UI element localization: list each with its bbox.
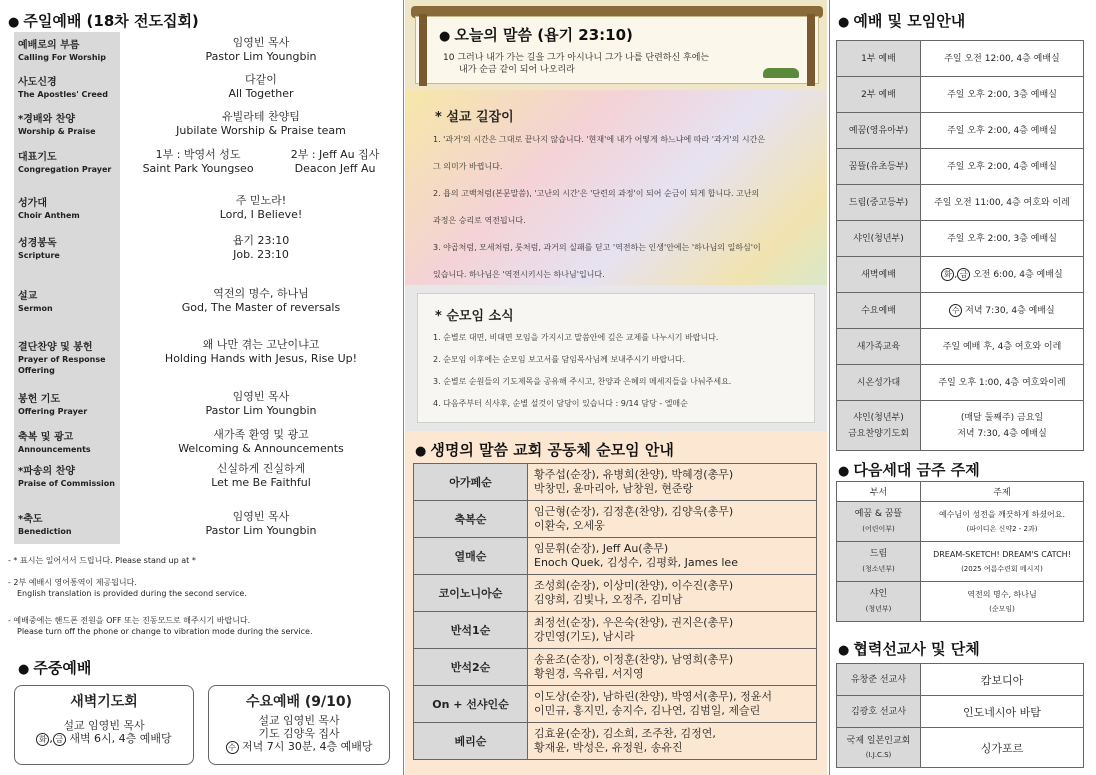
group-members xyxy=(528,501,817,538)
group-leaders: 최정선(순장), 우은숙(찬양), 권지은(총무) xyxy=(534,616,734,629)
sermon-guide-line: 그 의미가 바뀝니다. xyxy=(433,162,503,171)
dawn-preacher: 설교 임영빈 목사 xyxy=(63,719,145,732)
group-row xyxy=(414,612,817,649)
cell-news-line: 1. 순별로 대면, 비대면 모임을 가지시고 말씀안에 깊은 교제를 나누시기 바랍니다. xyxy=(433,333,719,342)
group-name: 반석2순 xyxy=(414,649,528,686)
program-row xyxy=(14,462,398,494)
program-value-en: Pastor Lim Youngbin xyxy=(205,50,317,63)
worship-time: 주일 오전 12:00, 4층 예배실 xyxy=(921,41,1084,77)
program-value-en: Holding Hands with Jesus, Rise Up! xyxy=(164,352,358,365)
worship-row xyxy=(837,257,1084,293)
program-value xyxy=(124,287,398,315)
mission-row xyxy=(837,728,1084,768)
sermon-guide-panel xyxy=(405,90,827,285)
group-row xyxy=(414,723,817,760)
group-members xyxy=(528,649,817,686)
group-row xyxy=(414,464,817,501)
program-value xyxy=(124,110,398,138)
group-members xyxy=(528,723,817,760)
program-row xyxy=(14,510,398,542)
program-value-en: All Together xyxy=(228,87,294,100)
group-others: 황재윤, 박성은, 유정원, 송유진 xyxy=(534,741,683,754)
program-value xyxy=(124,194,398,222)
program-label-ko: 설교 xyxy=(18,291,38,302)
mission-country: 싱가포르 xyxy=(921,728,1084,768)
program-value xyxy=(124,428,398,456)
program-value xyxy=(124,234,398,262)
program-label xyxy=(14,428,120,455)
group-row xyxy=(414,501,817,538)
worship-name: 샤인(청년부) xyxy=(837,221,921,257)
theme-dept: 예꿈 & 꿈뜰 (어린이부) xyxy=(837,502,921,542)
program-value xyxy=(124,73,398,101)
program-label-en: Sermon xyxy=(18,304,53,313)
cell-news-line: 3. 순별로 순원들의 기도제목을 공유해 주시고, 찬양과 은혜의 메세지들을 나눠주세요. xyxy=(433,377,732,386)
program-label xyxy=(14,110,120,137)
group-others: 이민규, 홍지민, 송지수, 김나연, 김범일, 제슬린 xyxy=(534,704,761,717)
program-value xyxy=(124,338,398,366)
program-value-en: Pastor Lim Youngbin xyxy=(205,404,317,417)
theme-dept: 샤인 (청년부) xyxy=(837,582,921,622)
program-label xyxy=(14,36,120,63)
program-value xyxy=(124,36,398,64)
worship-row xyxy=(837,41,1084,77)
worship-row xyxy=(837,401,1084,451)
theme-topic: 역전의 명수, 하나님 (순모임) xyxy=(921,582,1084,622)
group-others: 이환숙, 오세웅 xyxy=(534,519,605,532)
weekday-title: ● 주중예배 xyxy=(18,659,92,677)
program-label-ko: *경배와 찬양 xyxy=(18,114,76,125)
group-members xyxy=(528,575,817,612)
worship-row xyxy=(837,113,1084,149)
cell-news-line: 2. 순모임 이후에는 순모임 보고서를 담임목사님께 보내주시기 바랍니다. xyxy=(433,355,686,364)
scroll-rod-left xyxy=(419,14,427,86)
group-leaders: 임문휘(순장), Jeff Au(총무) xyxy=(534,542,669,555)
mission-country: 인도네시아 바탐 xyxy=(921,696,1084,728)
group-name: 반석1순 xyxy=(414,612,528,649)
theme-title: ● 다음세대 금주 주제 xyxy=(838,461,980,479)
program-value-ko: 신실하게 진실하게 xyxy=(216,462,306,475)
group-table xyxy=(413,463,817,760)
wednesday-worship-box xyxy=(208,685,390,765)
program-value-en: Pastor Lim Youngbin xyxy=(205,524,317,537)
group-members xyxy=(528,464,817,501)
worship-time: 수 저녁 7:30, 4층 예배실 xyxy=(921,293,1084,329)
program-row xyxy=(14,234,398,266)
mission-country: 캄보디아 xyxy=(921,664,1084,696)
group-title: ● 생명의 말씀 교회 공동체 순모임 안내 xyxy=(415,441,674,459)
day-circle-icon: 수 xyxy=(949,304,962,317)
worship-name: 1부 예배 xyxy=(837,41,921,77)
dawn-title: 새벽기도회 xyxy=(70,694,138,710)
note-stand: - * 표시는 일어서서 드립니다. Please stand up at * xyxy=(8,556,196,565)
group-others: Enoch Quek, 김성수, 김평화, James lee xyxy=(534,556,738,569)
worship-name: 시온성가대 xyxy=(837,365,921,401)
word-text: 10 그러나 내가 가는 길을 그가 아시나니 그가 나를 단련하신 후에는 내가 순금 같이 되어 나오리라 xyxy=(443,53,710,75)
dawn-time: 화 , 금 새벽 6시, 4층 예배당 xyxy=(15,732,193,746)
sermon-guide-title: * 설교 길잡이 xyxy=(435,110,514,125)
group-members xyxy=(528,538,817,575)
program-value-en: Job. 23:10 xyxy=(233,248,289,261)
group-leaders: 이도상(순장), 남하린(찬양), 박영서(총무), 정윤서 xyxy=(534,690,772,703)
program-row xyxy=(14,428,398,460)
worship-time: (매달 둘째주) 금요일 저녁 7:30, 4층 예배실 xyxy=(921,401,1084,451)
program-label-ko: 대표기도 xyxy=(18,152,57,163)
program-label-en: The Apostles' Creed xyxy=(18,90,108,99)
program-value-en: Jubilate Worship & Praise team xyxy=(176,124,346,137)
program-label-ko: *축도 xyxy=(18,514,43,525)
group-leaders: 조성희(순장), 이상미(찬양), 이수진(총무) xyxy=(534,579,734,592)
worship-time: 주일 오후 2:00, 4층 예배실 xyxy=(921,149,1084,185)
program-label-en: Prayer of Response Offering xyxy=(18,355,106,375)
program-label-en: Choir Anthem xyxy=(18,211,80,220)
wed-time: 수 저녁 7시 30분, 4층 예배당 xyxy=(209,740,389,754)
worship-row xyxy=(837,293,1084,329)
fri-circle-icon: 금 xyxy=(53,733,66,746)
theme-topic: 예수님이 성전을 깨끗하게 하셨어요. (파이디온 신약2 - 2과) xyxy=(921,502,1084,542)
program-label xyxy=(14,287,120,314)
sermon-guide-line: 2. 욥의 고백처럼(본문말씀), '고난의 시간'은 '단련의 과정'이 되어 순금이 되게 합니다. 고난의 xyxy=(433,189,760,198)
cell-news-list xyxy=(433,327,813,415)
worship-row xyxy=(837,77,1084,113)
group-members xyxy=(528,612,817,649)
program-value-ko: 임영빈 목사 xyxy=(232,390,290,403)
mission-row xyxy=(837,664,1084,696)
program-label-ko: 사도신경 xyxy=(18,77,57,88)
theme-row xyxy=(837,542,1084,582)
worship-time: 화 , 금 오전 6:00, 4층 예배실 xyxy=(921,257,1084,293)
program-value-1: 1부 : 박영서 성도 Saint Park Youngseo xyxy=(142,148,254,175)
program-label-ko: 축복 및 광고 xyxy=(18,432,74,443)
worship-name: 꿈뜰(유초등부) xyxy=(837,149,921,185)
program-value-2: 2부 : Jeff Au 집사 Deacon Jeff Au xyxy=(290,148,380,175)
scroll-rod-right xyxy=(807,14,815,86)
program-value xyxy=(124,462,398,490)
program-label-ko: *파송의 찬양 xyxy=(18,466,76,477)
group-others: 박창민, 윤마리아, 남창원, 현준랑 xyxy=(534,482,694,495)
worship-name: 새가족교육 xyxy=(837,329,921,365)
program-value-en: Welcoming & Announcements xyxy=(178,442,344,455)
program-value xyxy=(124,510,398,538)
plant-icon xyxy=(763,68,799,78)
theme-header-topic: 주제 xyxy=(921,482,1084,502)
program-value xyxy=(124,390,398,418)
group-name: 열매순 xyxy=(414,538,528,575)
theme-topic: DREAM-SKETCH! DREAM'S CATCH! (2025 여름수련회 메시지) xyxy=(921,542,1084,582)
right-column xyxy=(832,0,1096,775)
group-name: 베리순 xyxy=(414,723,528,760)
group-row xyxy=(414,686,817,723)
worship-name: 수요예배 xyxy=(837,293,921,329)
group-others: 황원경, 옥유림, 서지영 xyxy=(534,667,644,680)
worship-row xyxy=(837,185,1084,221)
word-panel xyxy=(405,0,827,90)
sermon-guide-line: 3. 야곱처럼, 모세처럼, 룻처럼, 과거의 실패를 딛고 '역전하는 인생'안에는 '하나님의 일하심'이 xyxy=(433,243,761,252)
program-row xyxy=(14,287,398,319)
program-value-en: Lord, I Believe! xyxy=(219,208,303,221)
program-value-ko: 유빌라테 찬양팀 xyxy=(222,110,300,123)
program-label-en: Calling For Worship xyxy=(18,53,106,62)
program-label-ko: 봉헌 기도 xyxy=(18,394,61,405)
program-label xyxy=(14,510,120,537)
program-label-en: Offering Prayer xyxy=(18,407,88,416)
theme-table xyxy=(836,481,1084,622)
program-row xyxy=(14,110,398,142)
cell-news-line: 4. 다음주부터 식사후, 순별 설것이 담당이 있습니다 : 9/14 담당 - 엘매순 xyxy=(433,399,688,408)
theme-header-dept: 부서 xyxy=(837,482,921,502)
mission-table xyxy=(836,663,1084,768)
section-title: ● 주일예배 (18차 전도집회) xyxy=(8,12,199,30)
program-label-en: Scripture xyxy=(18,251,60,260)
group-leaders: 송윤조(순장), 이정훈(찬양), 남영희(총무) xyxy=(534,653,734,666)
middle-column xyxy=(405,0,827,775)
group-name: 아가페순 xyxy=(414,464,528,501)
program-label xyxy=(14,194,120,221)
group-row xyxy=(414,649,817,686)
program-label-en: Congregation Prayer xyxy=(18,165,112,174)
worship-time: 주일 오후 2:00, 3층 예배실 xyxy=(921,77,1084,113)
sermon-guide-line: 있습니다. 하나님은 '역전시키시는 하나님'입니다. xyxy=(433,270,605,279)
theme-row xyxy=(837,582,1084,622)
group-members xyxy=(528,686,817,723)
group-name: 코이노니아순 xyxy=(414,575,528,612)
worship-name: 예꿈(영유아부) xyxy=(837,113,921,149)
program-value-ko: 새가족 환영 및 광고 xyxy=(213,428,309,441)
worship-name: 드림(중고등부) xyxy=(837,185,921,221)
worship-row xyxy=(837,221,1084,257)
program-value-en: Let me Be Faithful xyxy=(211,476,311,489)
program-row xyxy=(14,36,398,68)
program-label xyxy=(14,338,120,376)
note-phone: - 예배중에는 핸드폰 전원을 OFF 또는 진동모드로 해주시기 바랍니다. Please turn off the phone or change to vibration mode during the service. xyxy=(8,616,313,636)
program-label-en: Praise of Commission xyxy=(18,479,115,488)
mission-row xyxy=(837,696,1084,728)
program-value xyxy=(124,148,398,176)
sermon-guide-line: 1. '과거'의 시간은 그대로 끝나지 않습니다. '현재'에 내가 어떻게 하느냐에 따라 '과거'의 시간은 xyxy=(433,135,766,144)
program-label xyxy=(14,148,120,175)
wed-title: 수요예배 (9/10) xyxy=(245,694,353,710)
missionary-name: 유창준 선교사 xyxy=(837,664,921,696)
group-row xyxy=(414,575,817,612)
program-label xyxy=(14,462,120,489)
group-leaders: 황주섭(순장), 유병희(찬양), 박혜경(총무) xyxy=(534,468,734,481)
program-value-ko: 임영빈 목사 xyxy=(232,36,290,49)
program-row xyxy=(14,148,398,180)
program-row xyxy=(14,73,398,105)
tue-circle-icon: 화 xyxy=(36,733,49,746)
program-label xyxy=(14,73,120,100)
program-label-en: Worship & Praise xyxy=(18,127,96,136)
worship-name: 새벽예배 xyxy=(837,257,921,293)
worship-time: 주일 오후 1:00, 4층 여호와이레 xyxy=(921,365,1084,401)
program-row xyxy=(14,194,398,226)
group-row xyxy=(414,538,817,575)
group-leaders: 김효윤(순장), 김소희, 조주찬, 김정연, xyxy=(534,727,716,740)
program-label xyxy=(14,234,120,261)
worship-info-title: ● 예배 및 모임안내 xyxy=(838,12,966,30)
program-value-ko: 왜 나만 겪는 고난이냐고 xyxy=(202,338,320,351)
dawn-prayer-box xyxy=(14,685,194,765)
group-others: 강민영(기도), 남시라 xyxy=(534,630,635,643)
worship-row xyxy=(837,365,1084,401)
group-leaders: 임근형(순장), 김정훈(찬양), 김양욱(총무) xyxy=(534,505,734,518)
worship-time: 주일 예배 후, 4층 여호와 이레 xyxy=(921,329,1084,365)
program-label-en: Announcements xyxy=(18,445,91,454)
worship-info-table xyxy=(836,40,1084,451)
wed-prayer: 기도 김양욱 집사 xyxy=(258,727,340,740)
program-label-ko: 결단찬양 및 봉헌 xyxy=(18,342,93,353)
sermon-guide-line: 과정은 승리로 역전됩니다. xyxy=(433,216,526,225)
theme-dept: 드림 (청소년부) xyxy=(837,542,921,582)
group-name: On + 선샤인순 xyxy=(414,686,528,723)
word-title: ● 오늘의 말씀 (욥기 23:10) xyxy=(439,26,633,44)
program-value-ko: 주 믿노라! xyxy=(235,194,287,207)
wed-preacher: 설교 임영빈 목사 xyxy=(258,714,340,727)
cell-news-panel xyxy=(405,285,827,431)
worship-time: 주일 오후 2:00, 3층 예배실 xyxy=(921,221,1084,257)
day-circle-icon: 화 xyxy=(941,268,954,281)
sunday-worship-title: 주일예배 (18차 전도집회) xyxy=(23,12,199,30)
program-value-en: God, The Master of reversals xyxy=(181,301,341,314)
program-value-ko: 역전의 명수, 하나님 xyxy=(213,287,309,300)
worship-time: 주일 오전 11:00, 4층 여호와 이레 xyxy=(921,185,1084,221)
group-name: 축복순 xyxy=(414,501,528,538)
worship-order-column xyxy=(0,0,402,775)
missionary-name: 김광호 선교사 xyxy=(837,696,921,728)
worship-row xyxy=(837,149,1084,185)
mission-title: ● 협력선교사 및 단체 xyxy=(838,640,980,658)
wed-circle-icon: 수 xyxy=(226,741,239,754)
group-others: 김양희, 김빛나, 오정주, 김미남 xyxy=(534,593,683,606)
program-row xyxy=(14,338,398,375)
worship-row xyxy=(837,329,1084,365)
worship-name: 2부 예배 xyxy=(837,77,921,113)
day-circle-icon: 금 xyxy=(957,268,970,281)
program-row xyxy=(14,390,398,422)
group-panel xyxy=(405,431,827,775)
missionary-name: 국제 일본인교회 (I.J.C.S) xyxy=(837,728,921,768)
program-label-ko: 예배로의 부름 xyxy=(18,40,80,51)
theme-row xyxy=(837,502,1084,542)
program-label-en: Benediction xyxy=(18,527,72,536)
theme-header-row xyxy=(837,482,1084,502)
program-value-ko: 임영빈 목사 xyxy=(232,510,290,523)
note-translation: - 2부 예배시 영어통역이 제공됩니다. English translation is provided during the second service. xyxy=(8,578,247,598)
program-label xyxy=(14,390,120,417)
worship-name: 샤인(청년부) 금요찬양기도회 xyxy=(837,401,921,451)
program-value-ko: 욥기 23:10 xyxy=(232,234,290,247)
program-label-ko: 성가대 xyxy=(18,198,47,209)
worship-time: 주일 오후 2:00, 4층 예배실 xyxy=(921,113,1084,149)
program-value-ko: 다같이 xyxy=(245,73,277,86)
program-label-ko: 성경봉독 xyxy=(18,238,57,249)
cell-news-title: * 순모임 소식 xyxy=(435,309,514,324)
